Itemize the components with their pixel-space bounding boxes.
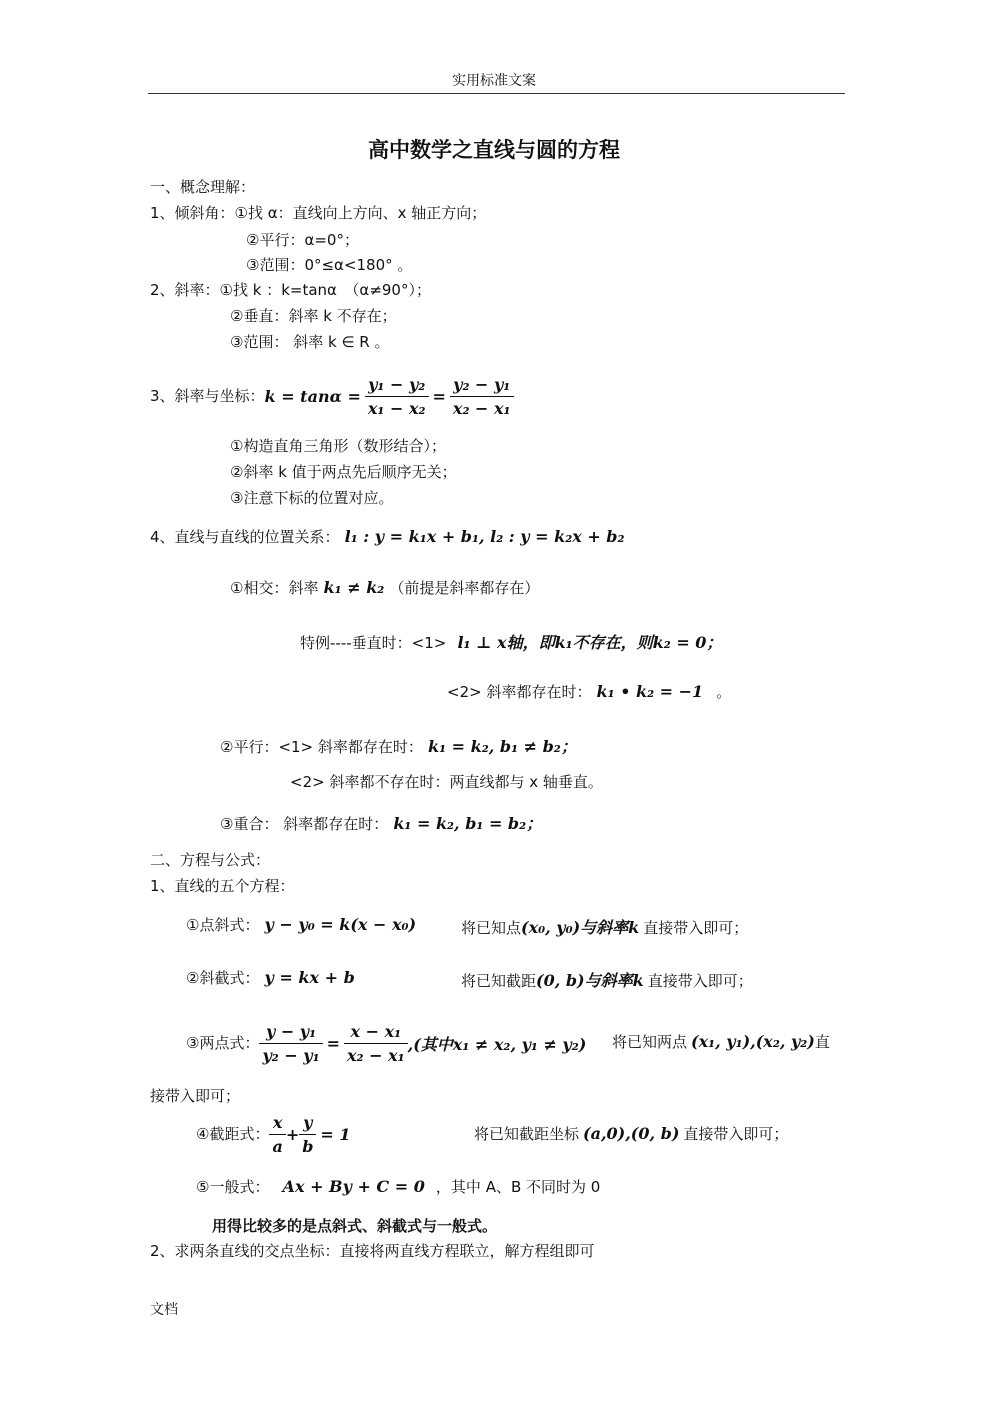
fraction-numerator: x [269, 1113, 285, 1135]
perpendicular-label: 特例----垂直时：<1> [300, 634, 447, 652]
fraction-denominator: a [272, 1136, 283, 1156]
equals-sign: = [326, 1033, 341, 1053]
intercept-note: 将已知截距坐标 [474, 1125, 580, 1143]
intercept-tail: = 1 [320, 1124, 351, 1144]
fraction-numerator: y [299, 1113, 316, 1135]
parallel-formula: k₁ = k₂, b₁ ≠ b₂； [428, 737, 577, 756]
point-slope-note-formula: (x₀, y₀)与斜率k [521, 918, 640, 937]
two-point-continuation: 接带入即可； [150, 1087, 241, 1105]
slope-intercept-formula: y = kx + b [264, 968, 355, 987]
slope-vertical: ②垂直：斜率 k 不存在； [230, 307, 397, 325]
fraction-denominator: x₂ − x₁ [347, 1045, 405, 1065]
equals-sign: = [432, 386, 446, 406]
coincide-formula: k₁ = k₂, b₁ = b₂； [393, 814, 543, 833]
two-point-note-formula: (x₁, y₁),(x₂, y₂) [691, 1032, 815, 1051]
general-form-row [196, 1177, 600, 1197]
point-slope-row [186, 915, 846, 935]
slope-intercept-note-formula: (0, b)与斜率k [536, 971, 644, 990]
fraction-denominator: x₂ − x₁ [452, 398, 511, 418]
summary-note: 用得比较多的是点斜式、斜截式与一般式。 [212, 1217, 498, 1235]
two-point-fraction-2 [344, 1022, 408, 1065]
intersect-formula: k₁ ≠ k₂ [323, 578, 385, 597]
coincide-label: ③重合： 斜率都存在时： [220, 815, 389, 833]
perpendicular-row-1 [300, 630, 722, 653]
section2-heading: 二、方程与公式： [150, 851, 271, 869]
fraction-numerator: y₁ − y₂ [365, 375, 429, 397]
slope-note-2: ②斜率 k 值于两点先后顺序无关； [230, 463, 457, 481]
slope-coordinate-label: 3、斜率与坐标： [150, 387, 265, 405]
perpendicular2-end: 。 [716, 683, 732, 701]
parallel-label: ②平行：<1> 斜率都存在时： [220, 738, 423, 756]
five-equations-label: 1、直线的五个方程： [150, 877, 295, 895]
fraction-denominator: y₂ − y₁ [262, 1045, 320, 1065]
slope-intercept-label: ②斜截式： [186, 969, 260, 987]
two-point-note-end: 直 [814, 1033, 830, 1051]
perpendicular-row-2 [447, 682, 731, 702]
intersection-point-label: 2、求两条直线的交点坐标：直接将两直线方程联立，解方程组即可 [150, 1242, 595, 1260]
plus-sign: + [285, 1124, 300, 1144]
fraction-denominator: b [302, 1136, 314, 1156]
slope-intercept-row [186, 968, 846, 988]
perpendicular2-label: <2> 斜率都存在时： [447, 683, 592, 701]
perpendicular2-formula: k₁ • k₂ = −1 [596, 682, 704, 701]
general-form-label: ⑤一般式： [196, 1178, 270, 1196]
intercept-fraction-1 [269, 1113, 285, 1156]
slope-intercept-note: 将已知截距 [461, 972, 537, 990]
header-divider [148, 93, 845, 94]
relation-formula: l₁ : y = k₁x + b₁, l₂ : y = k₂x + b₂ [344, 527, 625, 546]
intercept-note-end: 直接带入即可； [683, 1125, 789, 1143]
section1-heading: 一、概念理解： [150, 178, 256, 196]
coincide-row [220, 811, 542, 834]
intercept-fraction-2 [299, 1113, 316, 1156]
slope-fraction-1 [365, 375, 429, 418]
point-slope-note-end: 直接带入即可； [643, 919, 749, 937]
slope-formula-head: k = tanα = [264, 386, 361, 406]
fraction-numerator: y₂ − y₁ [450, 375, 514, 397]
point-slope-note: 将已知点 [461, 919, 522, 937]
two-point-condition: ,(其中x₁ ≠ x₂, y₁ ≠ y₂) [407, 1034, 587, 1054]
slope-note-3: ③注意下标的位置对应。 [230, 489, 394, 507]
relation-row [150, 527, 624, 547]
inclination-parallel: ②平行：α=0°； [246, 231, 359, 249]
fraction-numerator: y − y₁ [259, 1022, 322, 1044]
inclination-label: 1、倾斜角：①找 α：直线向上方向、x 轴正方向； [150, 204, 487, 222]
page-title: 高中数学之直线与圆的方程 [368, 137, 620, 162]
fraction-denominator: x₁ − x₂ [367, 398, 426, 418]
general-form-formula: Ax + By + C = 0 [282, 1177, 425, 1196]
fraction-numerator: x − x₁ [344, 1022, 408, 1044]
two-point-row [186, 1016, 846, 1070]
intersect-note: （前提是斜率都存在） [389, 579, 540, 597]
parallel-row-2: <2> 斜率都不存在时：两直线都与 x 轴垂直。 [290, 773, 603, 791]
page-header: 实用标准文案 [452, 73, 536, 89]
relation-label: 4、直线与直线的位置关系： [150, 528, 340, 546]
slope-fraction-2 [450, 375, 514, 418]
slope-coordinate-row [150, 370, 514, 422]
page-footer: 文档 [150, 1302, 178, 1318]
two-point-label: ③两点式： [186, 1034, 260, 1052]
intercept-row [196, 1110, 846, 1158]
intercept-label: ④截距式： [196, 1125, 270, 1143]
point-slope-label: ①点斜式： [186, 916, 260, 934]
two-point-fraction-1 [259, 1022, 322, 1065]
point-slope-formula: y − y₀ = k(x − x₀) [264, 915, 417, 934]
intersect-row [230, 578, 539, 598]
slope-label: 2、斜率：①找 k ：k=tanα （α≠90°）； [150, 281, 431, 299]
slope-intercept-note-end: 直接带入即可； [647, 972, 753, 990]
parallel-row-1 [220, 734, 577, 757]
two-point-note: 将已知两点 [612, 1033, 688, 1051]
general-form-note: ，其中 A、B 不同时为 0 [435, 1178, 601, 1196]
intercept-note-formula: (a,0),(0, b) [583, 1124, 680, 1143]
slope-range: ③范围： 斜率 k ∈ R 。 [230, 333, 390, 351]
slope-note-1: ①构造直角三角形（数形结合）； [230, 437, 446, 455]
perpendicular-formula: l₁ ⊥ x轴，即k₁不存在，则k₂ = 0； [457, 633, 723, 652]
inclination-range: ③范围：0°≤α<180° 。 [246, 256, 413, 274]
intersect-label: ①相交：斜率 [230, 579, 319, 597]
